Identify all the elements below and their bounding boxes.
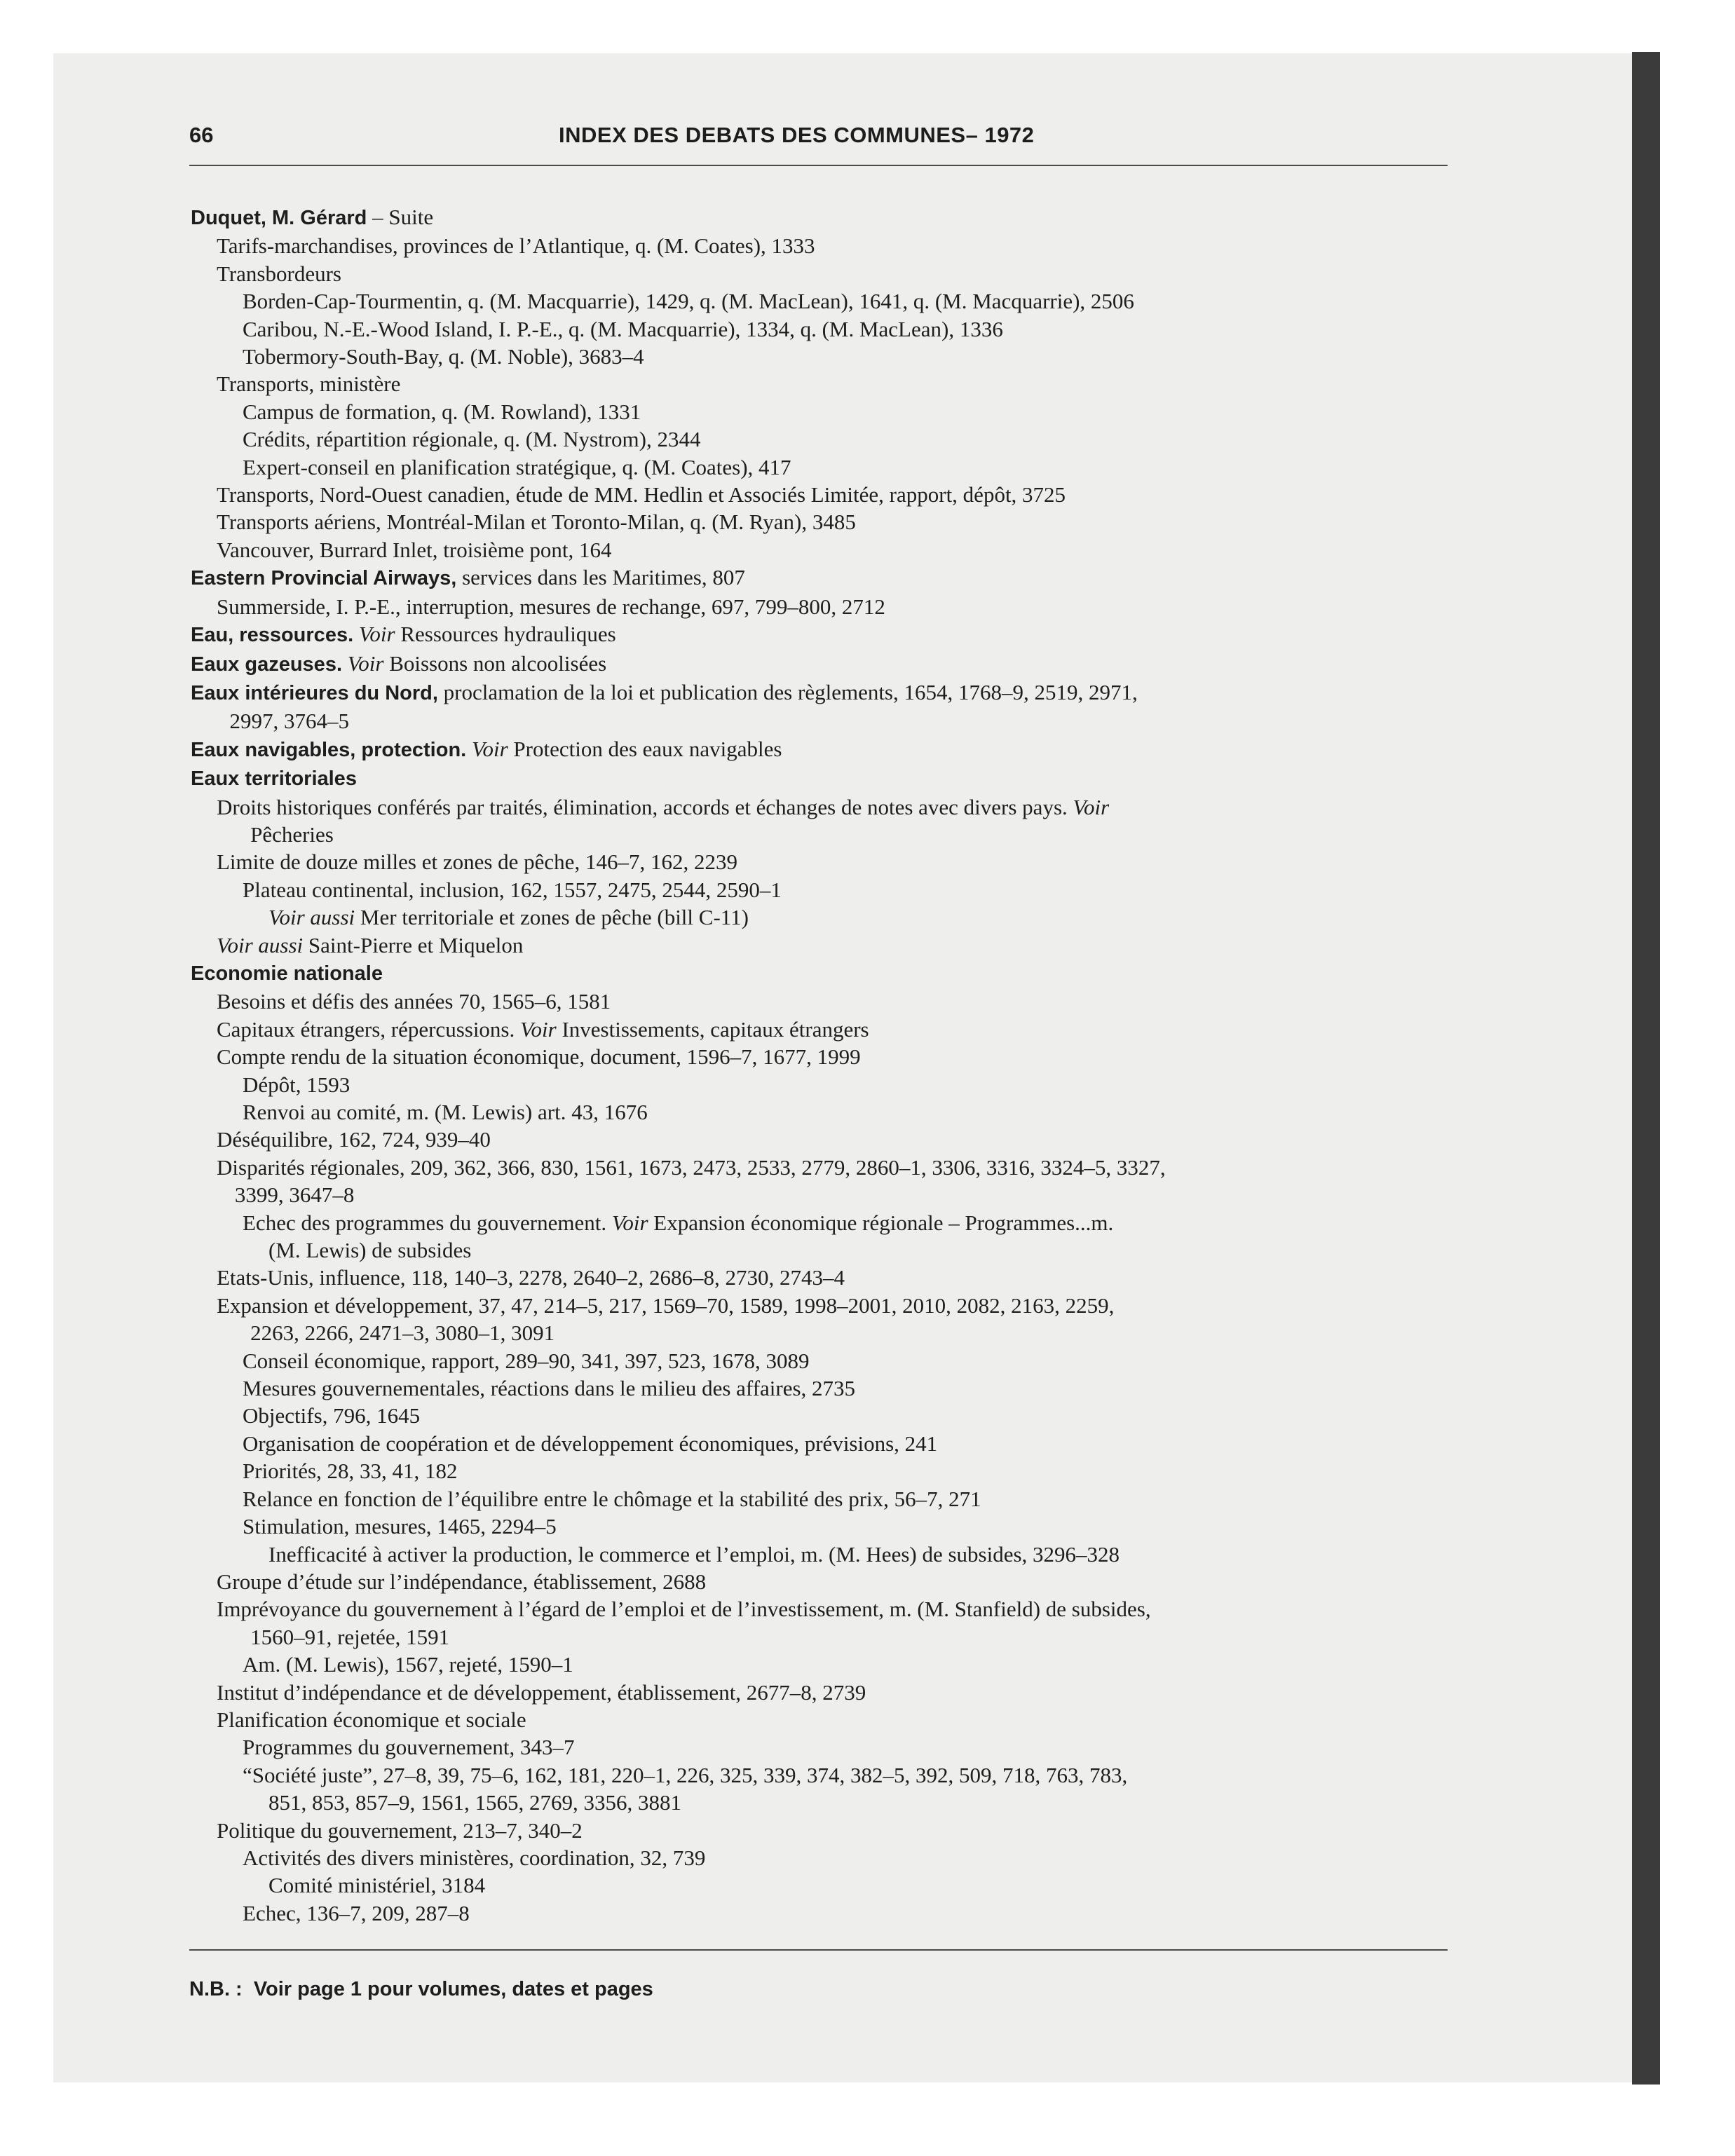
- entry-text: Objectifs, 796, 1645: [243, 1403, 421, 1428]
- entry-heading: Duquet, M. Gérard: [191, 207, 367, 229]
- index-entry: [191, 398, 1452, 425]
- entry-text: Inefficacité à activer la production, le commerce et l’emploi, m. (M. Hees) de subsides, 3296–328: [268, 1541, 1120, 1567]
- footer-rule: [189, 1949, 1448, 1951]
- index-entry: [191, 848, 1452, 875]
- cross-reference: Voir: [520, 1016, 557, 1042]
- entry-text: Saint-Pierre et Miquelon: [303, 932, 524, 957]
- index-entry: [191, 370, 1452, 397]
- index-entry: [191, 1844, 1452, 1871]
- entry-text: services dans les Maritimes, 807: [456, 565, 745, 590]
- cross-reference: Voir aussi: [217, 932, 304, 957]
- index-entry: [191, 764, 1452, 793]
- index-entry: [191, 564, 1452, 592]
- entry-text: (M. Lewis) de subsides: [268, 1238, 472, 1263]
- index-entry: [191, 315, 1452, 343]
- entry-text: Echec, 136–7, 209, 287–8: [243, 1900, 470, 1925]
- entry-text: Groupe d’étude sur l’indépendance, établissement, 2688: [217, 1569, 707, 1594]
- index-entry: [191, 1899, 1452, 1927]
- entry-text: Echec des programmes du gouvernement.: [243, 1210, 612, 1235]
- entry-text: Compte rendu de la situation économique, document, 1596–7, 1677, 1999: [217, 1044, 861, 1070]
- index-entry: [191, 1347, 1452, 1374]
- entry-text: Transports, Nord-Ouest canadien, étude de MM. Hedlin et Associés Limitée, rapport, dépôt, 3725: [217, 482, 1066, 507]
- page-header: [189, 123, 1444, 158]
- index-entry: [191, 232, 1452, 259]
- entry-text: Transports aériens, Montréal-Milan et Toronto-Milan, q. (M. Ryan), 3485: [217, 510, 856, 535]
- index-entry: [191, 620, 1452, 649]
- index-entry: [191, 903, 1452, 931]
- header-rule: [189, 165, 1448, 166]
- index-entry: [191, 1733, 1452, 1761]
- entry-text: Campus de formation, q. (M. Rowland), 1331: [243, 399, 641, 424]
- index-entry: [191, 1568, 1452, 1595]
- entry-text: Stimulation, mesures, 1465, 2294–5: [243, 1514, 557, 1539]
- entry-heading: Economie nationale: [191, 962, 383, 985]
- index-entry: [191, 1679, 1452, 1706]
- index-entry: [191, 1016, 1452, 1043]
- index-entry: [191, 1209, 1452, 1236]
- cross-reference: Voir: [611, 1210, 648, 1235]
- entry-text: Mesures gouvernementales, réactions dans le milieu des affaires, 2735: [243, 1376, 856, 1401]
- entry-text: Protection des eaux navigables: [508, 736, 782, 761]
- entry-text: Mer territoriale et zones de pêche (bill C-11): [355, 905, 749, 930]
- entry-text: “Société juste”, 27–8, 39, 75–6, 162, 181, 220–1, 226, 325, 339, 374, 382–5, 392, 509, 718, 763, 783,: [243, 1762, 1128, 1787]
- entry-text: Renvoi au comité, m. (M. Lewis) art. 43, 1676: [243, 1100, 648, 1124]
- index-entry: [191, 1319, 1452, 1346]
- index-entry: [191, 1154, 1452, 1181]
- index-entry: [191, 1871, 1452, 1899]
- entry-text: Summerside, I. P.-E., interruption, mesures de rechange, 697, 799–800, 2712: [217, 594, 885, 619]
- entry-text: Plateau continental, inclusion, 162, 1557, 2475, 2544, 2590–1: [243, 877, 782, 902]
- index-entry: [191, 1595, 1452, 1623]
- entry-heading: Eaux intérieures du Nord,: [191, 681, 438, 704]
- entry-text: – Suite: [367, 205, 434, 229]
- entry-text: Activités des divers ministères, coordination, 32, 739: [243, 1845, 706, 1870]
- index-entry: [191, 1236, 1452, 1264]
- index-entry: [191, 1513, 1452, 1540]
- entry-text: 851, 853, 857–9, 1561, 1565, 2769, 3356, 3881: [268, 1790, 681, 1815]
- index-entry: [191, 1043, 1452, 1070]
- index-entry: [191, 536, 1452, 564]
- entry-text: Transports, ministère: [217, 371, 401, 397]
- page-number: 66: [189, 123, 214, 147]
- entry-heading: Eau, ressources.: [191, 624, 354, 647]
- cross-reference: Voir: [358, 622, 395, 647]
- index-entry: [191, 988, 1452, 1015]
- index-entry: [191, 735, 1452, 764]
- cross-reference: Voir: [471, 736, 508, 761]
- entry-text: Besoins et défis des années 70, 1565–6, 1581: [217, 989, 611, 1014]
- index-entry: [191, 1541, 1452, 1568]
- index-entry: [191, 1374, 1452, 1402]
- index-entry: [191, 1071, 1452, 1098]
- index-entry: [191, 1264, 1452, 1291]
- entry-text: proclamation de la loi et publication des règlements, 1654, 1768–9, 2519, 2971,: [437, 679, 1138, 704]
- index-entry: [191, 1402, 1452, 1429]
- index-entry: [191, 707, 1452, 735]
- entry-text: Droits historiques conférés par traités, élimination, accords et échanges de notes avec divers pays.: [217, 794, 1073, 819]
- entry-text: 1560–91, rejetée, 1591: [250, 1624, 450, 1649]
- entry-text: Expansion et développement, 37, 47, 214–5, 217, 1569–70, 1589, 1998–2001, 2010, 2082, 2163, 2259,: [217, 1292, 1115, 1318]
- footer-note: N.B. : Voir page 1 pour volumes, dates et pages: [189, 1978, 653, 2000]
- entry-text: Conseil économique, rapport, 289–90, 341, 397, 523, 1678, 3089: [243, 1348, 810, 1373]
- index-entries: [191, 203, 1452, 1927]
- cross-reference: Voir: [1073, 794, 1110, 819]
- entry-text: Transbordeurs: [217, 261, 341, 286]
- index-entry: [191, 1485, 1452, 1513]
- page-title: INDEX DES DEBATS DES COMMUNES– 1972: [559, 123, 1035, 147]
- index-entry: [191, 793, 1452, 821]
- cross-reference: Voir: [347, 650, 384, 676]
- entry-text: [342, 651, 348, 676]
- index-entry: [191, 481, 1452, 508]
- entry-text: Disparités régionales, 209, 362, 366, 830, 1561, 1673, 2473, 2533, 2779, 2860–1, 3306, 3316, 3324–5, 3327,: [217, 1154, 1166, 1180]
- entry-text: Ressources hydrauliques: [395, 622, 616, 647]
- index-entry: [191, 593, 1452, 620]
- entry-text: 2263, 2266, 2471–3, 3080–1, 3091: [250, 1321, 555, 1346]
- entry-text: Politique du gouvernement, 213–7, 340–2: [217, 1817, 583, 1843]
- index-entry: [191, 678, 1452, 707]
- entry-text: [466, 737, 472, 761]
- binding-shadow-edge: [1632, 52, 1660, 2085]
- index-entry: [191, 1651, 1452, 1678]
- index-entry: [191, 1789, 1452, 1816]
- index-entry: [191, 1126, 1452, 1153]
- index-entry: [191, 1292, 1452, 1319]
- entry-text: Expert-conseil en planification stratégique, q. (M. Coates), 417: [243, 454, 791, 479]
- entry-text: Planification économique et sociale: [217, 1707, 526, 1732]
- entry-text: Investissements, capitaux étrangers: [556, 1016, 869, 1042]
- entry-text: Programmes du gouvernement, 343–7: [243, 1735, 575, 1760]
- entry-text: Crédits, répartition régionale, q. (M. Nystrom), 2344: [243, 427, 701, 452]
- entry-text: 2997, 3764–5: [229, 709, 349, 734]
- entry-text: Limite de douze milles et zones de pêche, 146–7, 162, 2239: [217, 850, 737, 875]
- index-entry: [191, 1817, 1452, 1844]
- entry-text: Institut d’indépendance et de développement, établissement, 2677–8, 2739: [217, 1679, 866, 1705]
- entry-text: Priorités, 28, 33, 41, 182: [243, 1459, 458, 1484]
- index-entry: [191, 203, 1452, 232]
- index-entry: [191, 1623, 1452, 1651]
- entry-text: Capitaux étrangers, répercussions.: [217, 1016, 521, 1042]
- index-entry: [191, 508, 1452, 535]
- entry-text: Vancouver, Burrard Inlet, troisième pont, 164: [217, 537, 612, 562]
- entry-text: Imprévoyance du gouvernement à l’égard de l’emploi et de l’investissement, m. (M. Stanfield) de subsides,: [217, 1597, 1151, 1622]
- index-entry: [191, 876, 1452, 903]
- entry-text: Caribou, N.-E.-Wood Island, I. P.-E., q. (M. Macquarrie), 1334, q. (M. MacLean), 1336: [243, 316, 1003, 341]
- entry-heading: Eaux territoriales: [191, 767, 357, 791]
- entry-text: Expansion économique régionale – Programmes...m.: [648, 1210, 1114, 1235]
- entry-text: [353, 622, 359, 646]
- index-entry: [191, 1430, 1452, 1457]
- entry-text: Boissons non alcoolisées: [383, 650, 607, 676]
- entry-text: Tarifs-marchandises, provinces de l’Atlantique, q. (M. Coates), 1333: [217, 233, 815, 259]
- entry-heading: Eastern Provincial Airways,: [191, 567, 457, 590]
- index-entry: [191, 453, 1452, 481]
- index-entry: [191, 959, 1452, 988]
- entry-text: 3399, 3647–8: [234, 1182, 355, 1208]
- cross-reference: Voir aussi: [268, 905, 355, 930]
- index-entry: [191, 425, 1452, 453]
- index-entry: [191, 1706, 1452, 1733]
- entry-text: Tobermory-South-Bay, q. (M. Noble), 3683–4: [243, 344, 644, 369]
- index-entry: [191, 1761, 1452, 1789]
- index-entry: [191, 287, 1452, 315]
- entry-text: Déséquilibre, 162, 724, 939–40: [217, 1127, 491, 1152]
- entry-heading: Eaux navigables, protection.: [191, 738, 467, 761]
- entry-text: Relance en fonction de l’équilibre entre le chômage et la stabilité des prix, 56–7, 271: [243, 1486, 981, 1511]
- entry-text: Am. (M. Lewis), 1567, rejeté, 1590–1: [243, 1652, 573, 1677]
- index-entry: [191, 260, 1452, 287]
- entry-text: Pêcheries: [250, 821, 334, 847]
- index-entry: [191, 650, 1452, 678]
- entry-text: Comité ministériel, 3184: [268, 1873, 486, 1898]
- index-entry: [191, 1457, 1452, 1485]
- entry-text: Etats-Unis, influence, 118, 140–3, 2278, 2640–2, 2686–8, 2730, 2743–4: [217, 1265, 845, 1290]
- entry-heading: Eaux gazeuses.: [191, 653, 342, 676]
- entry-text: Borden-Cap-Tourmentin, q. (M. Macquarrie), 1429, q. (M. MacLean), 1641, q. (M. Macquarrie), 2506: [243, 289, 1134, 314]
- entry-text: Organisation de coopération et de développement économiques, prévisions, 241: [243, 1431, 938, 1456]
- index-entry: [191, 821, 1452, 848]
- index-entry: [191, 932, 1452, 959]
- entry-text: Dépôt, 1593: [243, 1072, 351, 1097]
- index-entry: [191, 1181, 1452, 1208]
- index-entry: [191, 343, 1452, 370]
- index-entry: [191, 1098, 1452, 1126]
